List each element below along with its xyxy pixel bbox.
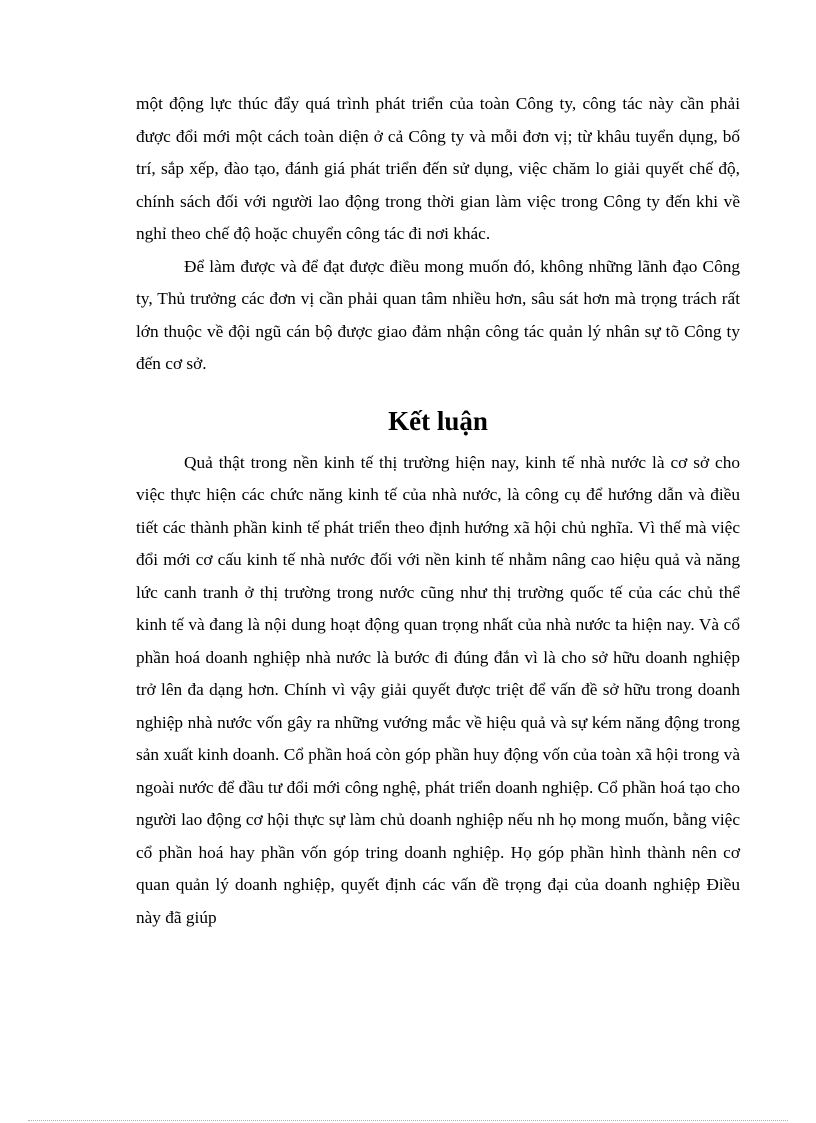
conclusion-paragraph: Quả thật trong nền kinh tế thị trường hiện nay, kinh tế nhà nước là cơ sở cho việc thực hiện các chức năng kinh tế của nhà nước, là công cụ để hướng dẫn và điều tiết các thành phần kinh tế phát triển theo định hướng xã hội chủ nghĩa. Vì thế mà việc đổi mới cơ cấu kinh tế nhà nước đối với nền kinh tế nhằm nâng cao hiệu quả và năng lức canh tranh ở thị trường trong nước cũng như thị trường quốc tế của các chủ thể kinh tế và đang là nội dung hoạt động quan trọng nhất của nhà nước ta hiện nay. Và cổ phần hoá doanh nghiệp nhà nước là bước đi đúng đắn vì là cho sở hữu doanh nghiệp trở lên đa dạng hơn. Chính vì vậy giải quyết được triệt để vấn đề sở hữu trong doanh nghiệp nhà nước vốn gây ra những vướng mắc về hiệu quả và sự kém năng động trong sản xuất kinh doanh. Cổ phần hoá còn góp phần huy động vốn của toàn xã hội trong và ngoài nước để đầu tư đổi mới công nghệ, phát triển doanh nghiệp. Cổ phần hoá tạo cho người lao động cơ hội thực sự làm chủ doanh nghiệp nếu nh họ mong muốn, bằng việc cổ phần hoá hay phần vốn góp tring doanh nghiệp. Họ góp phần hình thành nên cơ quan quản lý doanh nghiệp, quyết định các vấn đề trọng đại của doanh nghiệp Điều này đã giúp	[136, 452, 740, 927]
paragraph-management-focus: Để làm được và để đạt được điều mong muốn đó, không những lãnh đạo Công ty, Thủ trưởng các đơn vị cần phải quan tâm nhiều hơn, sâu sát hơn mà trọng trách rất lớn thuộc về đội ngũ cán bộ được giao đảm nhận công tác quản lý nhân sự tõ Công ty đến cơ sở.	[136, 256, 740, 373]
document-page	[136, 88, 740, 934]
conclusion-heading: Kết luận	[388, 405, 488, 436]
page-bottom-rule	[28, 1120, 788, 1121]
paragraph-continued: một động lực thúc đẩy quá trình phát triển của toàn Công ty, công tác này cần phải được đổi mới một cách toàn diện ở cả Công ty và mỗi đơn vị; từ khâu tuyển dụng, bố trí, sắp xếp, đào tạo, đánh giá phát triển đến sử dụng, việc chăm lo giải quyết chế độ, chính sách đối với người lao động trong thời gian làm việc trong Công ty đến khi về nghỉ theo chế độ hoặc chuyển công tác đi nơi khác.	[136, 94, 740, 243]
